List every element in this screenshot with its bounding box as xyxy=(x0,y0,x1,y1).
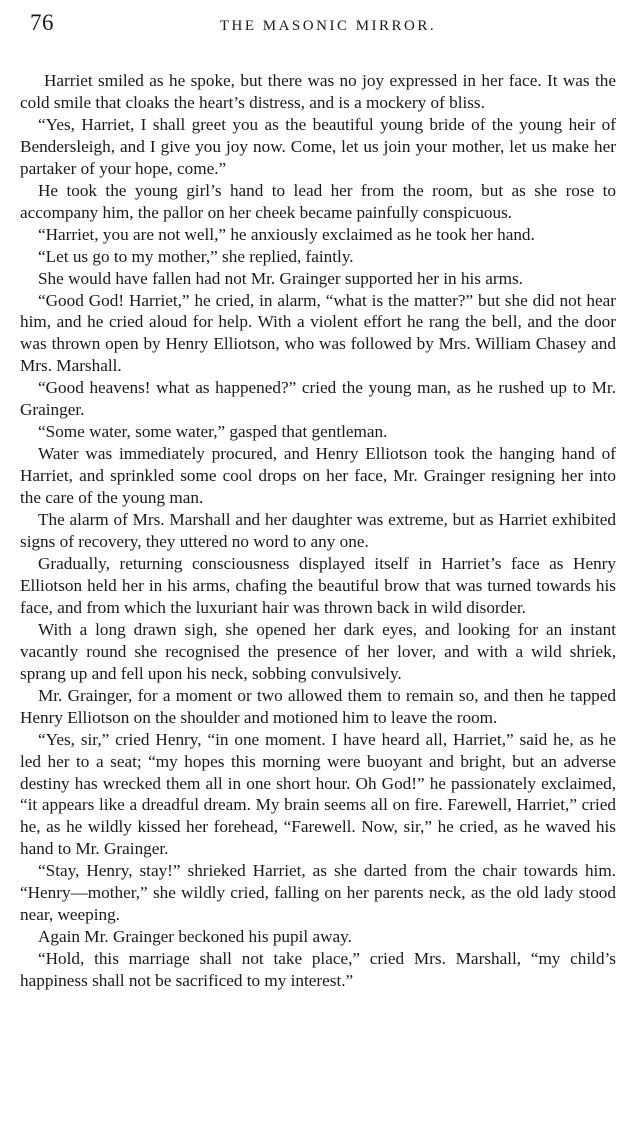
paragraph: Gradually, returning consciousness displayed itself in Harriet’s face as Henry Elliotson held her in his arms, chafing the beautiful brow that was turned towards his face, and from which the luxuriant hair was thrown back in wild disorder. xyxy=(20,553,616,617)
paragraph: Water was immediately procured, and Henry Elliotson took the hanging hand of Harriet, and sprinkled some cool drops on her face, Mr. Grainger resigning her into the care of the young man. xyxy=(20,444,616,508)
paragraph: The alarm of Mrs. Marshall and her daughter was extreme, but as Harriet exhibited signs of recovery, they uttered no word to any one. xyxy=(20,510,616,552)
body-text xyxy=(20,70,616,992)
paragraph: “Harriet, you are not well,” he anxiously exclaimed as he took her hand. xyxy=(38,224,535,244)
paragraph: “Yes, Harriet, I shall greet you as the beautiful young bride of the young heir of Bendersleigh, and I give you joy now. Come, let us join your mother, let us make her partaker of your hope, come.” xyxy=(20,114,616,178)
paragraph: “Stay, Henry, stay!” shrieked Harriet, as she darted from the chair towards him. “Henry—mother,” she wildly cried, falling on her parents neck, as the old lady stood near, weeping. xyxy=(20,861,616,925)
paragraph: Harriet smiled as he spoke, but there was no joy expressed in her face. It was the cold smile that cloaks the heart’s distress, and is a mockery of bliss. xyxy=(20,71,616,112)
paragraph: “Good God! Harriet,” he cried, in alarm, “what is the matter?” but she did not hear him, and he cried aloud for help. With a violent effort he rang the bell, and the door was thrown open by Henry Elliotson, who was followed by Mrs. William Chasey and Mrs. Marshall. xyxy=(20,290,616,376)
page-number: 76 xyxy=(30,10,54,35)
paragraph: “Some water, some water,” gasped that gentleman. xyxy=(38,422,388,442)
paragraph: “Let us go to my mother,” she replied, faintly. xyxy=(38,246,354,266)
paragraph: He took the young girl’s hand to lead her from the room, but as she rose to accompany him, the pallor on her cheek became painfully conspicuous. xyxy=(20,180,616,222)
page-header xyxy=(20,8,616,42)
running-title: THE MASONIC MIRROR. xyxy=(219,18,437,34)
paragraph: “Hold, this marriage shall not take place,” cried Mrs. Marshall, “my child’s happiness shall not be sacrificed to my interest.” xyxy=(20,949,616,991)
paragraph: “Good heavens! what as happened?” cried the young man, as he rushed up to Mr. Grainger. xyxy=(20,378,616,420)
paragraph: Again Mr. Grainger beckoned his pupil away. xyxy=(38,927,352,947)
paragraph: Mr. Grainger, for a moment or two allowed them to remain so, and then he tapped Henry Elliotson on the shoulder and motioned him to leave the room. xyxy=(20,685,616,727)
paragraph: She would have fallen had not Mr. Grainger supported her in his arms. xyxy=(38,268,523,288)
paragraph: “Yes, sir,” cried Henry, “in one moment. I have heard all, Harriet,” said he, as he led her to a seat; “my hopes this morning were buoyant and bright, but an adverse destiny has wrecked them all in one short hour. Oh God!” he passionately exclaimed, “it appears like a dreadful dream. My brain seems all on fire. Farewell, Harriet,” cried he, as he wildly kissed her forehead, “Farewell. Now, sir,” he cried, as he waved his hand to Mr. Grainger. xyxy=(20,729,616,859)
paragraph: With a long drawn sigh, she opened her dark eyes, and looking for an instant vacantly round she recognised the presence of her lover, and with a wild shriek, sprang up and fell upon his neck, sobbing convulsively. xyxy=(20,619,616,683)
